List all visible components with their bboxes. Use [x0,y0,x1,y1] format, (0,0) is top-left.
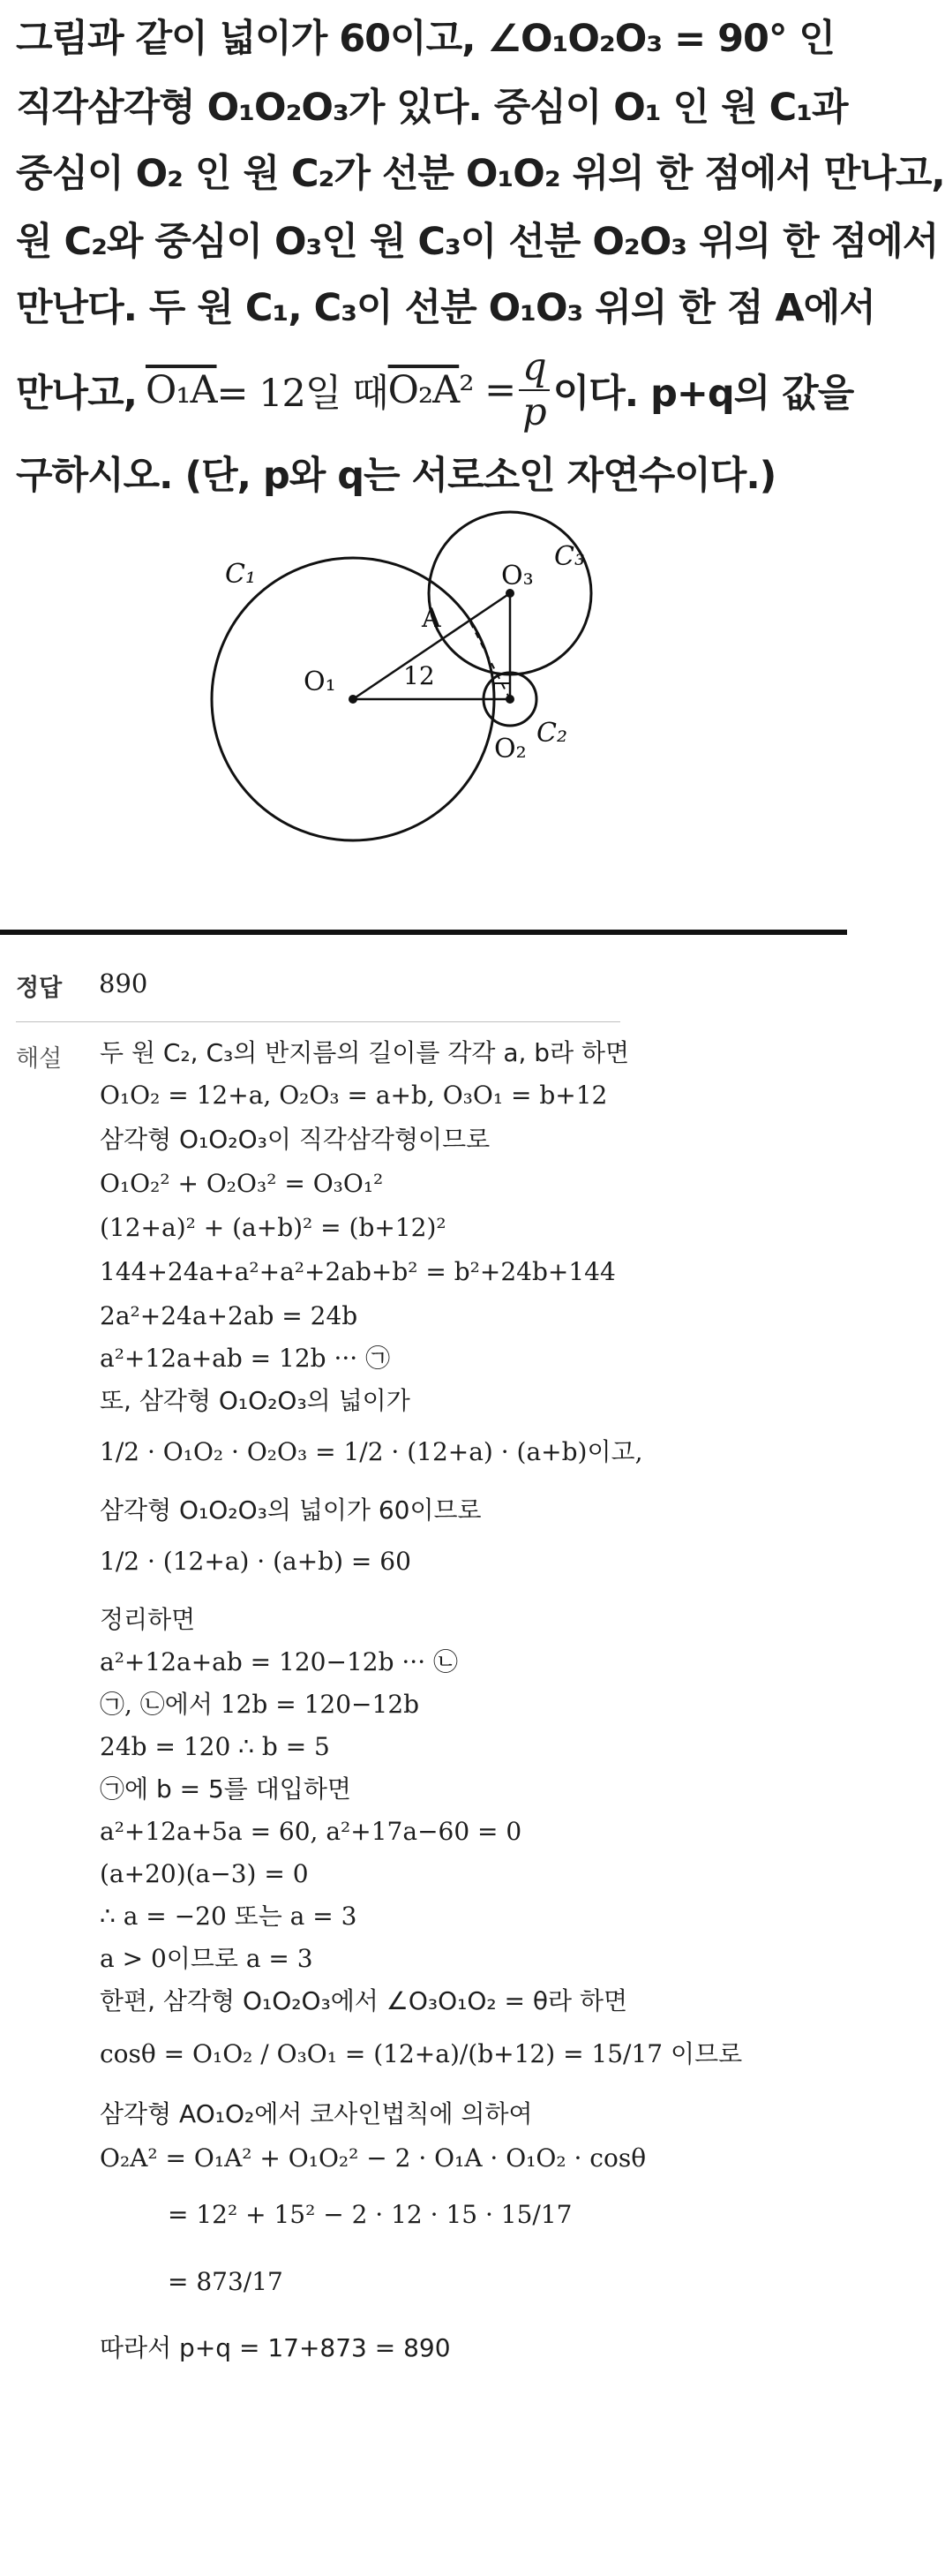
solution-line-6: 144+24a+a²+a²+2ab+b² = b²+24b+144 [100,1257,616,1286]
problem-line-5: 만난다. 두 원 C₁, C₃이 선분 O₁O₃ 위의 한 점 A에서 [16,286,875,330]
problem-line-2: 직각삼각형 O₁O₂O₃가 있다. 중심이 O₁ 인 원 C₁과 [16,86,848,130]
squared-equals: ² = [459,368,516,413]
solution-line-23: cosθ = O₁O₂ / O₃O₁ = (12+a)/(b+12) = 15/17 이므로 [100,2039,743,2068]
solution-line-5: (12+a)² + (a+b)² = (b+12)² [100,1213,446,1242]
segment-o1a: O₁A [145,368,217,413]
label-c3: C₃ [554,541,585,572]
problem-line-6 [16,346,853,435]
solution-line-26: = 12² + 15² − 2 · 12 · 15 · 15/17 [168,2200,573,2229]
label-o2: O₂ [494,734,527,765]
solution-line-11: 삼각형 O₁O₂O₃의 넓이가 60이므로 [100,1495,482,1525]
fraction-q-over-p [519,346,550,435]
circles-figure [0,530,847,821]
answer-label: 정답 [16,975,63,1002]
label-12: 12 [403,661,435,690]
solution-line-8: a²+12a+ab = 12b ··· ㉠ [100,1344,391,1373]
solution-line-17: ㉠에 b = 5를 대입하면 [100,1774,351,1804]
problem-line-3: 중심이 O₂ 인 원 C₂가 선분 O₁O₂ 위의 한 점에서 만나고, [16,152,945,196]
answer-value: 890 [99,968,148,998]
problem-line-6-end: 이다. p+q의 값을 [552,371,854,416]
solution-line-24: 삼각형 AO₁O₂에서 코사인법칙에 의하여 [100,2099,533,2128]
solution-line-12: 1/2 · (12+a) · (a+b) = 60 [100,1547,411,1576]
solution-line-21: a > 0이므로 a = 3 [100,1944,313,1973]
fraction-denominator: p [522,390,546,435]
label-a: A [422,603,441,634]
solution-line-22: 한편, 삼각형 O₁O₂O₃에서 ∠O₃O₁O₂ = θ라 하면 [100,1986,628,2015]
solution-line-1: 두 원 C₂, C₃의 반지름의 길이를 각각 a, b라 하면 [100,1038,630,1067]
solution-line-20: ∴ a = −20 또는 a = 3 [100,1902,357,1931]
segment-o2a: O₂A [387,368,460,413]
solution-line-25: O₂A² = O₁A² + O₁O₂² − 2 · O₁A · O₁O₂ · cosθ [100,2143,647,2173]
solution-line-7: 2a²+24a+2ab = 24b [100,1301,358,1330]
solution-line-18: a²+12a+5a = 60, a²+17a−60 = 0 [100,1817,522,1846]
solution-line-10: 1/2 · O₁O₂ · O₂O₃ = 1/2 · (12+a) · (a+b)이고, [100,1437,643,1466]
solution-line-13: 정리하면 [100,1605,196,1634]
explain-label: 해설 [16,1045,63,1073]
label-o3: O₃ [501,561,534,591]
solution-line-4: O₁O₂² + O₂O₃² = O₃O₁² [100,1169,384,1198]
solution-line-19: (a+20)(a−3) = 0 [100,1859,309,1888]
solution-line-14: a²+12a+ab = 120−12b ··· ㉡ [100,1647,459,1676]
label-o1: O₁ [304,667,336,697]
solution-line-16: 24b = 120 ∴ b = 5 [100,1732,330,1761]
section-divider [0,930,847,935]
label-c1: C₁ [225,559,256,590]
solution-line-3: 삼각형 O₁O₂O₃이 직각삼각형이므로 [100,1125,491,1154]
fraction-numerator: q [519,346,550,391]
point-o1 [349,695,357,704]
problem-line-7: 구하시오. (단, p와 q는 서로소인 자연수이다.) [16,454,776,498]
solution-line-15: ㉠, ㉡에서 12b = 120−12b [100,1690,420,1719]
solution-line-2: O₁O₂ = 12+a, O₂O₃ = a+b, O₃O₁ = b+12 [100,1081,608,1110]
answer-underline [16,1021,620,1022]
eq-12: = 12일 때 [216,371,388,416]
solution-line-27: = 873/17 [168,2267,283,2296]
point-o2 [506,695,514,704]
solution-line-28: 따라서 p+q = 17+873 = 890 [100,2333,451,2362]
problem-line-6-start: 만나고, [16,371,137,416]
problem-line-4: 원 C₂와 중심이 O₃인 원 C₃이 선분 O₂O₃ 위의 한 점에서 [16,220,939,264]
problem-line-1: 그림과 같이 넓이가 60이고, ∠O₁O₂O₃ = 90° 인 [16,17,835,61]
solution-line-9: 또, 삼각형 O₁O₂O₃의 넓이가 [100,1386,410,1415]
label-c2: C₂ [536,718,567,749]
